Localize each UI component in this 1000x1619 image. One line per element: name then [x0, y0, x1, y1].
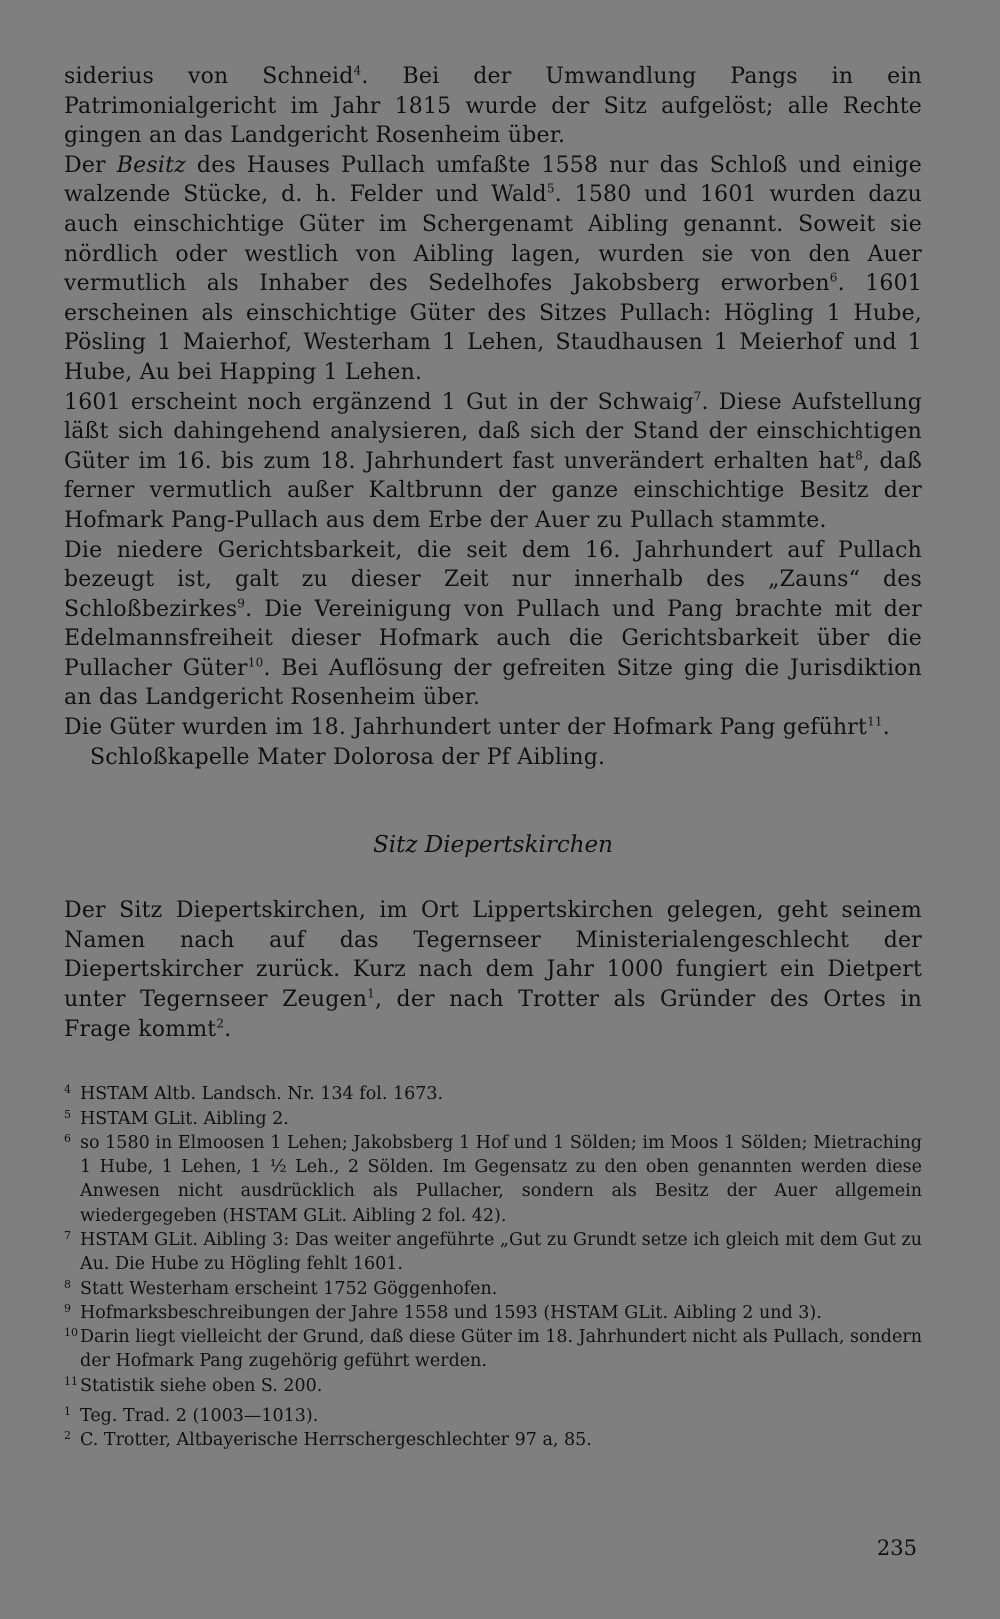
footnote	[64, 1107, 922, 1131]
footnote-ref: 8	[855, 448, 863, 463]
text-run: , daß ferner vermutlich außer Kaltbrunn der ganze einschichtige Besitz der Hofmark Pang-Pullach aus dem Erbe der Auer zu Pullach stammte.	[64, 448, 922, 533]
footnote-number: 11	[64, 1374, 78, 1388]
footnote	[64, 1082, 922, 1106]
footnote-text: HSTAM Altb. Landsch. Nr. 134 fol. 1673.	[80, 1084, 444, 1105]
page-content	[64, 62, 922, 1453]
text-run: Schloßkapelle Mater Dolorosa der Pf Aibling.	[90, 744, 606, 770]
footnote-text: HSTAM GLit. Aibling 3: Das weiter angeführte „Gut zu Grundt setze ich gleich mit dem Gut zu Au. Die Hube zu Högling fehlt 1601.	[80, 1230, 922, 1275]
paragraph	[64, 743, 922, 773]
text-run: Der Sitz Diepertskirchen, im Ort Lippertskirchen gelegen, geht seinem Namen nach auf das Tegernseer Ministerialengeschlecht der Diepertskircher zurück. Kurz nach dem Jahr 1000 fungiert ein Dietpert unter Tegernseer Zeugen	[64, 898, 922, 1013]
footnote-text: Darin liegt vielleicht der Grund, daß diese Güter im 18. Jahrhundert nicht als Pullach, sondern der Hofmark Pang zugehörig geführt werden.	[80, 1327, 922, 1372]
footnote-text: Hofmarksbeschreibungen der Jahre 1558 und 1593 (HSTAM GLit. Aibling 2 und 3).	[80, 1302, 822, 1323]
text-run: des Hauses Pullach umfaßte 1558 nur das Schloß und einige walzende Stücke, d. h. Felder und Wald	[64, 152, 922, 208]
paragraph	[64, 62, 922, 151]
footnote-ref: 2	[216, 1016, 225, 1031]
footnote	[64, 1277, 922, 1301]
text-run: .	[882, 715, 890, 741]
footnotes	[64, 1082, 922, 1452]
footnote	[64, 1325, 922, 1374]
footnote	[64, 1374, 922, 1398]
body-text-top	[64, 62, 922, 772]
footnote-text: Teg. Trad. 2 (1003—1013).	[80, 1406, 319, 1427]
footnote	[64, 1428, 922, 1452]
footnote-ref: 6	[829, 270, 838, 285]
footnote-text: HSTAM GLit. Aibling 2.	[80, 1108, 289, 1129]
footnote-ref: 11	[867, 714, 883, 729]
footnotes-group-b	[64, 1404, 922, 1453]
footnote-number: 4	[64, 1083, 71, 1097]
footnote	[64, 1301, 922, 1325]
footnote-number: 6	[64, 1131, 71, 1145]
text-run: . 1601 erscheinen als einschichtige Güter des Sitzes Pullach: Högling 1 Hube, Pösling 1 Maierhof, Westerham 1 Lehen, Staudhausen 1 Meierhof und 1 Hube, Au bei Happing 1 Lehen.	[64, 271, 922, 385]
footnote	[64, 1131, 922, 1228]
footnote-number: 5	[64, 1107, 71, 1121]
footnote-ref: 4	[353, 63, 362, 78]
footnote	[64, 1228, 922, 1277]
footnote-text: so 1580 in Elmoosen 1 Lehen; Jakobsberg 1 Hof und 1 Sölden; im Moos 1 Sölden; Mietraching 1 Hube, 1 Lehen, 1 ½ Leh., 2 Sölden. Im Gegensatz zu den oben genannten werden diese Anwesen nicht ausdrücklich als Pullacher, sondern als Besitz der Auer allgemein wiedergegeben (HSTAM GLit. Aibling 2 fol. 42).	[80, 1132, 922, 1226]
text-run: .	[224, 1016, 232, 1042]
page-number: 235	[876, 1536, 917, 1560]
text-run: Die Güter wurden im 18. Jahrhundert unter der Hofmark Pang geführt	[64, 715, 868, 741]
footnote-number: 2	[64, 1429, 71, 1443]
footnote	[64, 1404, 922, 1428]
text-run: . Diese Aufstellung läßt sich dahingehend analysieren, daß sich der Stand der einschichtigen Güter im 16. bis zum 18. Jahrhundert fast unverändert erhalten hat	[64, 389, 922, 474]
paragraph	[64, 896, 922, 1044]
section-title: Sitz Diepertskirchen	[373, 832, 613, 859]
footnote-ref: 7	[693, 389, 702, 404]
footnote-ref: 5	[546, 182, 555, 197]
footnotes-group-a	[64, 1082, 922, 1398]
text-run: . Die Vereinigung von Pullach und Pang brachte mit der Edelmannsfreiheit dieser Hofmark auch die Gerichtsbarkeit über die Pullacher Güter	[64, 596, 922, 681]
paragraph	[64, 151, 922, 388]
text-run: . Bei der Umwandlung Pangs in ein Patrimonialgericht im Jahr 1815 wurde der Sitz aufgelöst; alle Rechte gingen an das Landgericht Rosenheim über.	[64, 64, 923, 149]
footnote-number: 8	[64, 1277, 71, 1291]
footnote-number: 1	[64, 1405, 71, 1419]
body-text-section	[64, 896, 922, 1044]
paragraph	[64, 388, 922, 536]
text-run: siderius von Schneid	[64, 64, 354, 89]
text-run: . 1580 und 1601 wurden dazu auch einschichtige Güter im Schergenamt Aibling genannt. Soweit sie nördlich oder westlich von Aibling lagen, wurden sie von den Auer vermutlich als Inhaber des Sedelhofes Jakobsberg erworben	[64, 182, 922, 297]
text-run: Der	[64, 152, 117, 178]
text-run: . Bei Auflösung der gefreiten Sitze ging die Jurisdiktion an das Landgericht Rosenheim über.	[64, 655, 922, 711]
paragraph	[64, 713, 922, 743]
footnote-ref: 9	[237, 596, 246, 611]
footnote-text: Statistik siehe oben S. 200.	[80, 1375, 323, 1396]
paragraph	[64, 536, 922, 714]
text-run: 1601 erscheint noch ergänzend 1 Gut in der Schwaig	[64, 389, 694, 415]
footnote-number: 9	[64, 1301, 71, 1315]
footnote-number: 7	[64, 1229, 71, 1242]
footnote-text: C. Trotter, Altbayerische Herrschergeschlechter 97 a, 85.	[80, 1430, 592, 1451]
footnote-number: 10	[64, 1326, 78, 1340]
footnote-ref: 10	[247, 655, 264, 670]
text-run: Die niedere Gerichtsbarkeit, die seit dem 16. Jahrhundert auf Pullach bezeugt ist, galt zu dieser Zeit nur innerhalb des „Zauns“ des Schloßbezirkes	[64, 537, 922, 622]
footnote-ref: 1	[367, 986, 375, 1001]
text-run: , der nach Trotter als Gründer des Ortes in Frage kommt	[64, 987, 922, 1042]
emphasis: Besitz	[116, 152, 186, 178]
footnote-text: Statt Westerham erscheint 1752 Göggenhofen.	[80, 1278, 498, 1299]
